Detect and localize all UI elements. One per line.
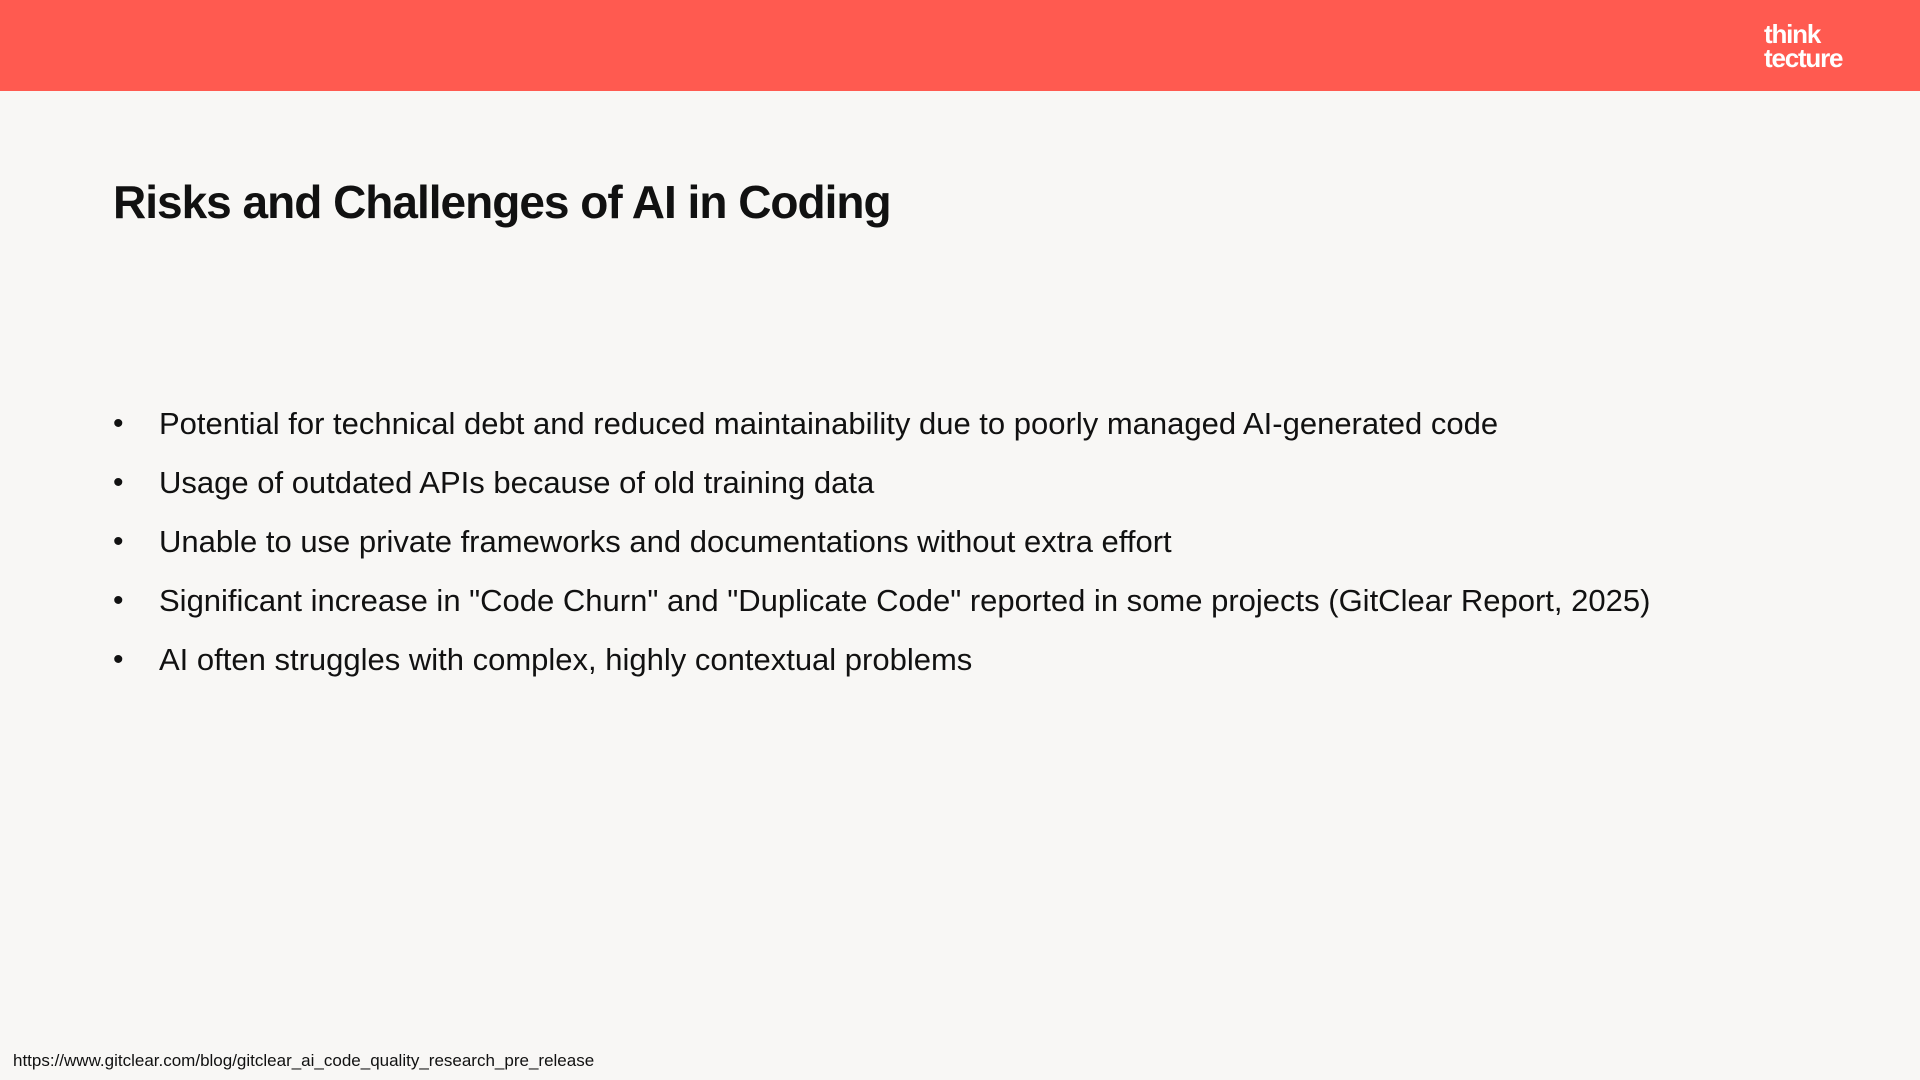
slide-title: Risks and Challenges of AI in Coding — [113, 176, 891, 228]
bullet-text: Unable to use private frameworks and documentations without extra effort — [159, 524, 1172, 559]
bullet-item-outdated-apis — [113, 454, 1813, 513]
logo-line-think: think — [1764, 19, 1821, 49]
bullet-item-code-churn — [113, 572, 1813, 631]
bullet-marker: • — [113, 466, 124, 499]
logo-line-tecture: tecture — [1764, 43, 1843, 73]
bullet-list — [113, 395, 1813, 690]
bullet-text: Usage of outdated APIs because of old training data — [159, 465, 875, 500]
bullet-item-technical-debt — [113, 395, 1813, 454]
bullet-marker: • — [113, 584, 124, 617]
bullet-text: Potential for technical debt and reduced maintainability due to poorly managed AI-generated code — [159, 406, 1499, 441]
bullet-item-private-frameworks — [113, 513, 1813, 572]
thinktecture-logo — [1764, 19, 1848, 73]
bullet-marker: • — [113, 643, 124, 676]
source-url: https://www.gitclear.com/blog/gitclear_ai_code_quality_research_pre_release — [13, 1051, 595, 1070]
bullet-marker: • — [113, 525, 124, 558]
header-bar — [0, 0, 1920, 91]
bullet-text: Significant increase in "Code Churn" and "Duplicate Code" reported in some projects (GitClear Report, 2025) — [159, 583, 1651, 618]
bullet-marker: • — [113, 407, 124, 440]
bullet-text: AI often struggles with complex, highly contextual problems — [159, 642, 973, 677]
bullet-item-contextual-problems — [113, 631, 1813, 690]
